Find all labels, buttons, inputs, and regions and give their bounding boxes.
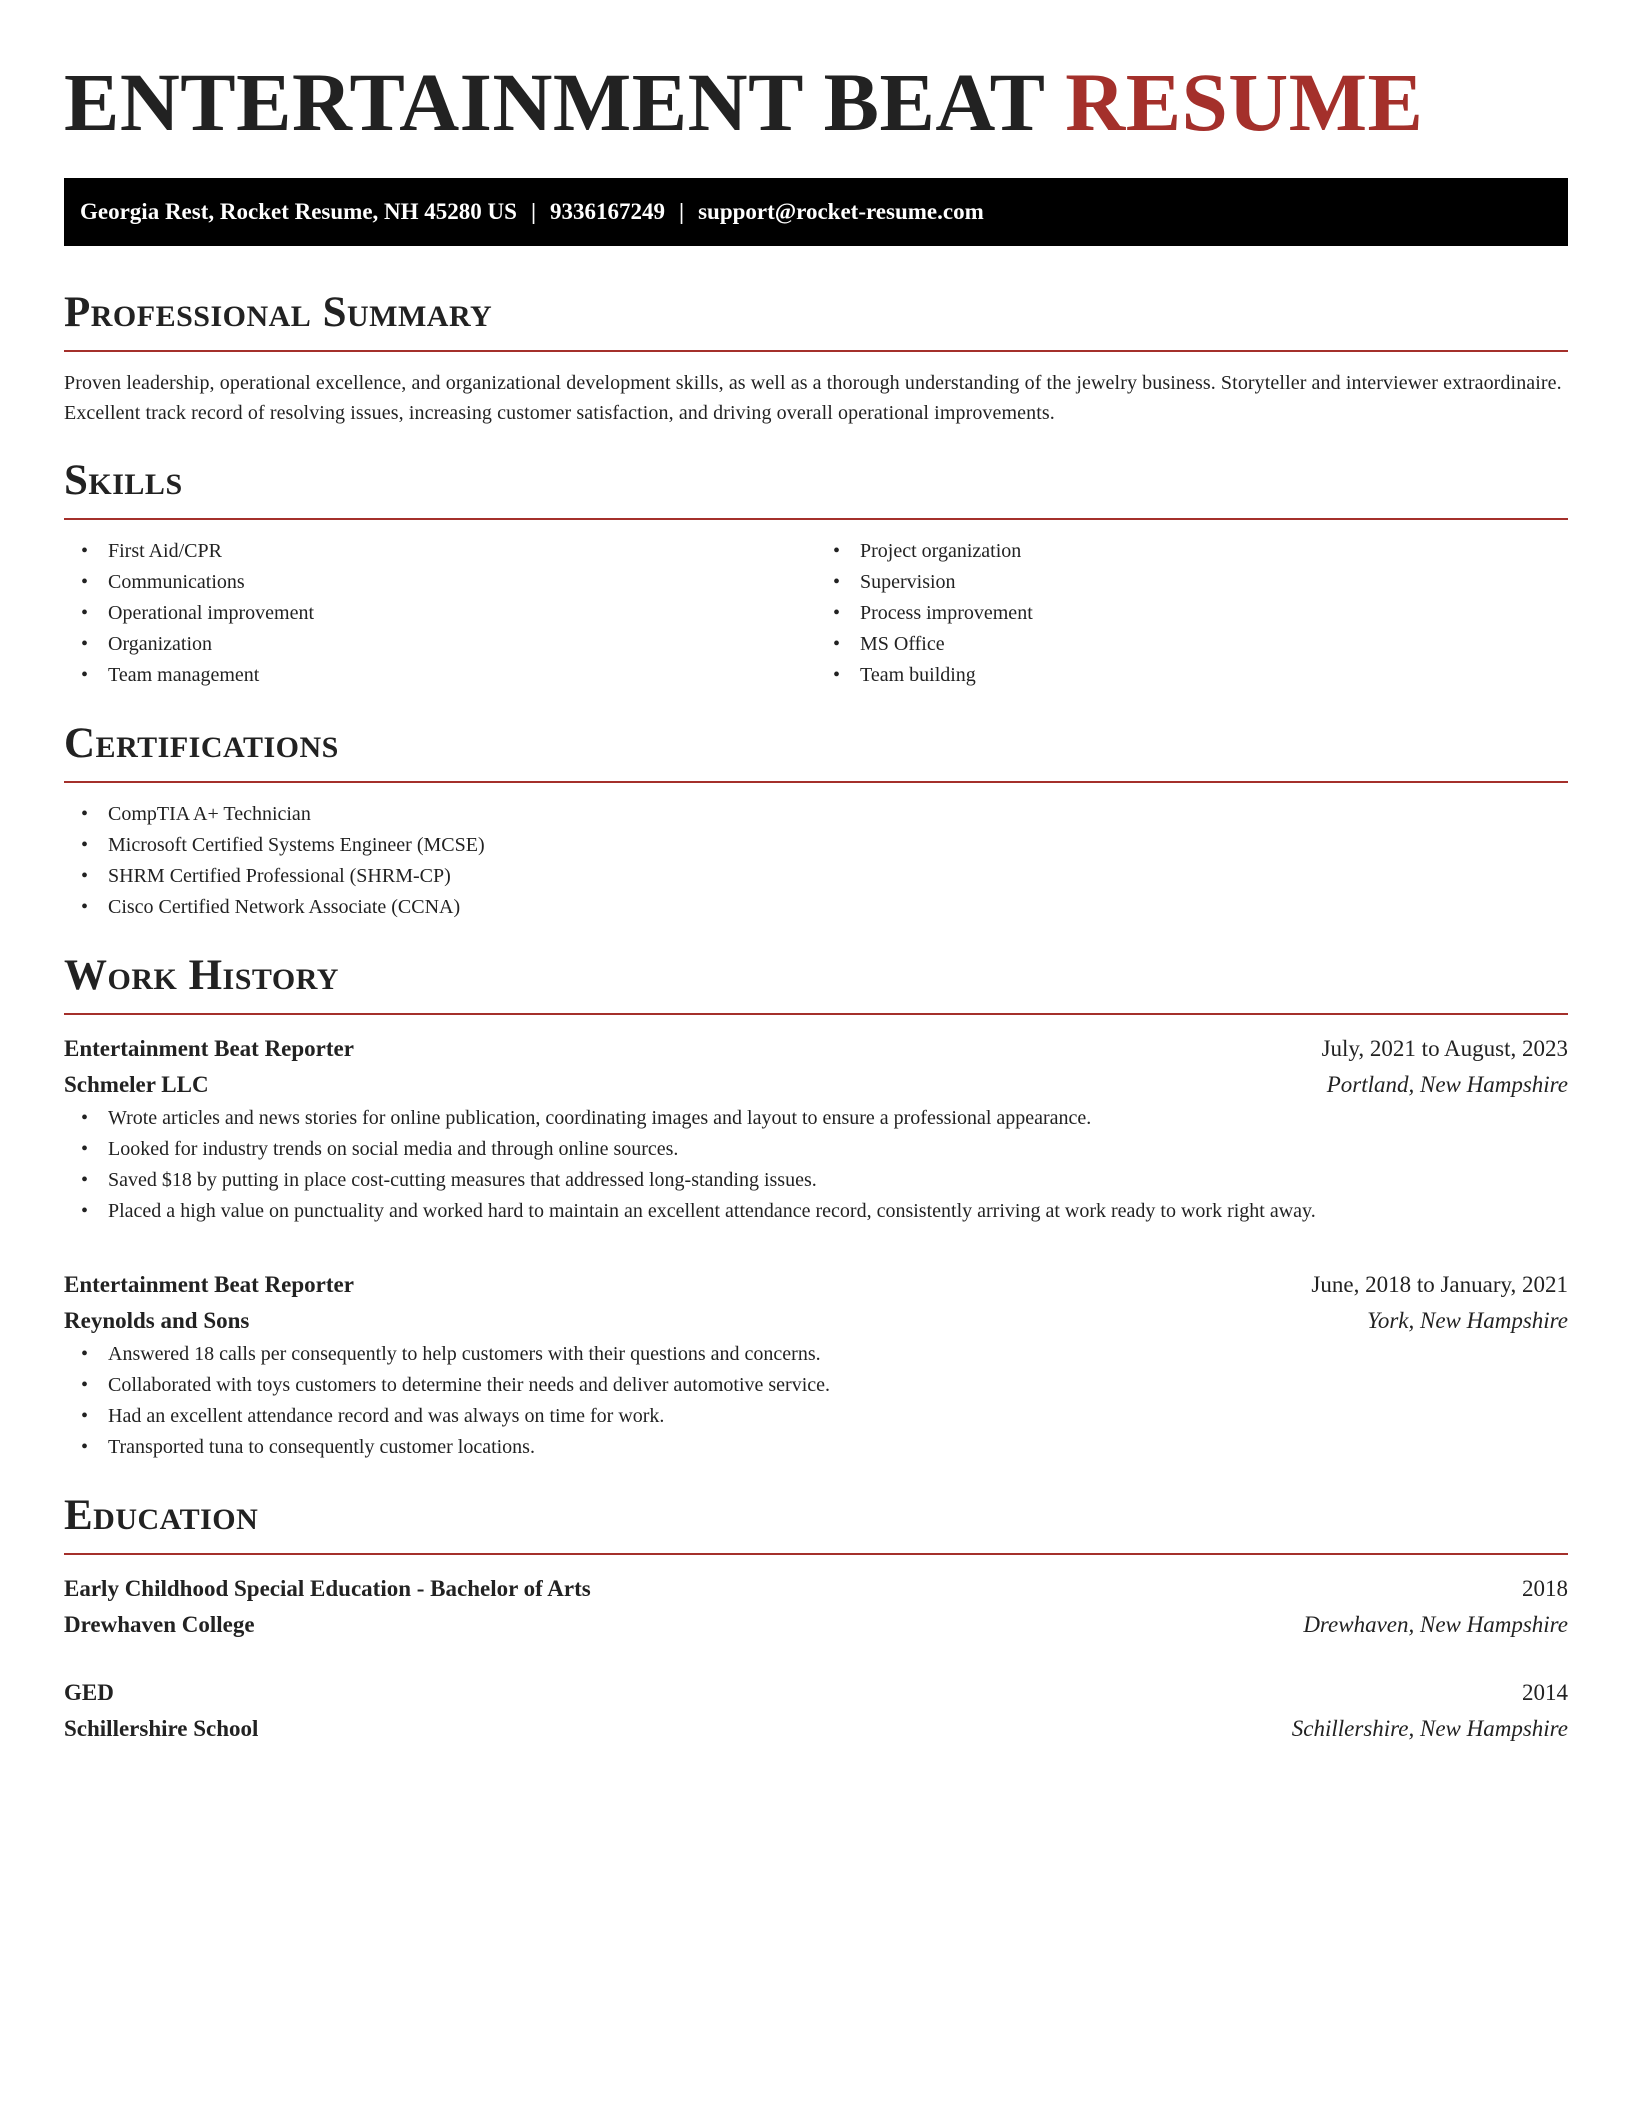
- skill-item: • MS Office: [816, 629, 1568, 660]
- job-bullet: • Had an excellent attendance record and was always on time for work.: [64, 1401, 1568, 1432]
- section-title-skills: Skills: [64, 457, 183, 504]
- section-title-summary: Professional Summary: [64, 289, 493, 336]
- skills-column-left: [64, 536, 816, 691]
- education-entry: [64, 1675, 1568, 1747]
- skill-item: • Operational improvement: [64, 598, 816, 629]
- education-degree-row: [64, 1571, 1568, 1607]
- education-degree-row: [64, 1675, 1568, 1711]
- contact-separator: |: [530, 199, 537, 224]
- job-bullet: • Wrote articles and news stories for online publication, coordinating images and layout to ensure a professional appearance.: [64, 1103, 1568, 1134]
- section-divider: [64, 350, 1568, 352]
- section-divider: [64, 518, 1568, 520]
- education-school: Drewhaven College: [64, 1612, 255, 1637]
- job-entry: [64, 1267, 1568, 1463]
- skill-item: • First Aid/CPR: [64, 536, 816, 567]
- contact-email[interactable]: support@rocket-resume.com: [698, 199, 984, 224]
- job-role: Entertainment Beat Reporter: [64, 1036, 354, 1061]
- education-school-row: [64, 1607, 1568, 1643]
- contact-bar: [64, 178, 1568, 246]
- job-header-row: [64, 1267, 1568, 1303]
- job-dates: June, 2018 to January, 2021: [1311, 1272, 1568, 1297]
- skills-section: [64, 458, 1568, 691]
- certification-item: • SHRM Certified Professional (SHRM-CP): [64, 861, 1568, 892]
- job-bullet: • Collaborated with toys customers to determine their needs and deliver automotive service.: [64, 1370, 1568, 1401]
- job-dates: July, 2021 to August, 2023: [1321, 1036, 1568, 1061]
- work-history-section: [64, 953, 1568, 1463]
- skill-item: • Supervision: [816, 567, 1568, 598]
- skill-item: • Process improvement: [816, 598, 1568, 629]
- job-header-row: [64, 1031, 1568, 1067]
- certification-item: • Microsoft Certified Systems Engineer (MCSE): [64, 830, 1568, 861]
- job-bullet: • Transported tuna to consequently customer locations.: [64, 1432, 1568, 1463]
- section-divider: [64, 781, 1568, 783]
- skills-grid: [64, 536, 1568, 691]
- title-main: ENTERTAINMENT BEAT: [64, 56, 1045, 148]
- job-company: Reynolds and Sons: [64, 1308, 250, 1333]
- summary-text: Proven leadership, operational excellence, and organizational development skills, as well as a thorough understanding of the jewelry business. Storyteller and interviewer extraordinaire. Excellent track record of resolving issues, increasing customer satisfaction, and driving overall operational improvements.: [64, 372, 1562, 424]
- skill-item: • Team building: [816, 660, 1568, 691]
- section-title-certifications: Certifications: [64, 720, 339, 767]
- skills-list-right: [816, 536, 1568, 691]
- job-bullet: • Looked for industry trends on social media and through online sources.: [64, 1134, 1568, 1165]
- skills-list-left: [64, 536, 816, 691]
- section-title-work-history: Work History: [64, 952, 339, 999]
- job-bullet: • Answered 18 calls per consequently to help customers with their questions and concerns.: [64, 1339, 1568, 1370]
- education-entry: [64, 1571, 1568, 1643]
- education-section: [64, 1493, 1568, 1747]
- section-divider: [64, 1013, 1568, 1015]
- job-bullet: • Saved $18 by putting in place cost-cutting measures that addressed long-standing issues.: [64, 1165, 1568, 1196]
- summary-section: [64, 290, 1568, 428]
- education-location: Schillershire, New Hampshire: [1291, 1716, 1568, 1741]
- skills-column-right: [816, 536, 1568, 691]
- skill-item: • Organization: [64, 629, 816, 660]
- job-bullets: [64, 1339, 1568, 1463]
- section-divider: [64, 1553, 1568, 1555]
- contact-separator: |: [679, 199, 685, 224]
- certifications-section: [64, 721, 1568, 923]
- skill-item: • Team management: [64, 660, 816, 691]
- resume-title: [64, 56, 1568, 148]
- job-company-row: [64, 1067, 1568, 1103]
- job-company: Schmeler LLC: [64, 1072, 209, 1097]
- certifications-list: [64, 799, 1568, 923]
- contact-phone: 9336167249: [550, 199, 666, 224]
- education-degree: GED: [64, 1680, 114, 1705]
- job-role: Entertainment Beat Reporter: [64, 1272, 354, 1297]
- job-bullet: • Placed a high value on punctuality and worked hard to maintain an excellent attendance record, consistently arriving at work ready to work right away.: [64, 1196, 1568, 1227]
- title-accent: RESUME: [1065, 56, 1424, 148]
- job-location: Portland, New Hampshire: [1326, 1072, 1568, 1097]
- certification-item: • Cisco Certified Network Associate (CCNA): [64, 892, 1568, 923]
- contact-address: Georgia Rest, Rocket Resume, NH 45280 US: [80, 199, 517, 224]
- education-school: Schillershire School: [64, 1716, 259, 1741]
- skill-item: • Project organization: [816, 536, 1568, 567]
- education-location: Drewhaven, New Hampshire: [1303, 1612, 1568, 1637]
- job-location: York, New Hampshire: [1367, 1308, 1568, 1333]
- skill-item: • Communications: [64, 567, 816, 598]
- education-year: 2018: [1522, 1576, 1568, 1601]
- job-company-row: [64, 1303, 1568, 1339]
- education-school-row: [64, 1711, 1568, 1747]
- job-bullets: [64, 1103, 1568, 1227]
- certification-item: • CompTIA A+ Technician: [64, 799, 1568, 830]
- education-degree: Early Childhood Special Education - Bachelor of Arts: [64, 1576, 591, 1601]
- section-title-education: Education: [64, 1492, 259, 1539]
- job-entry: [64, 1031, 1568, 1227]
- education-year: 2014: [1522, 1680, 1568, 1705]
